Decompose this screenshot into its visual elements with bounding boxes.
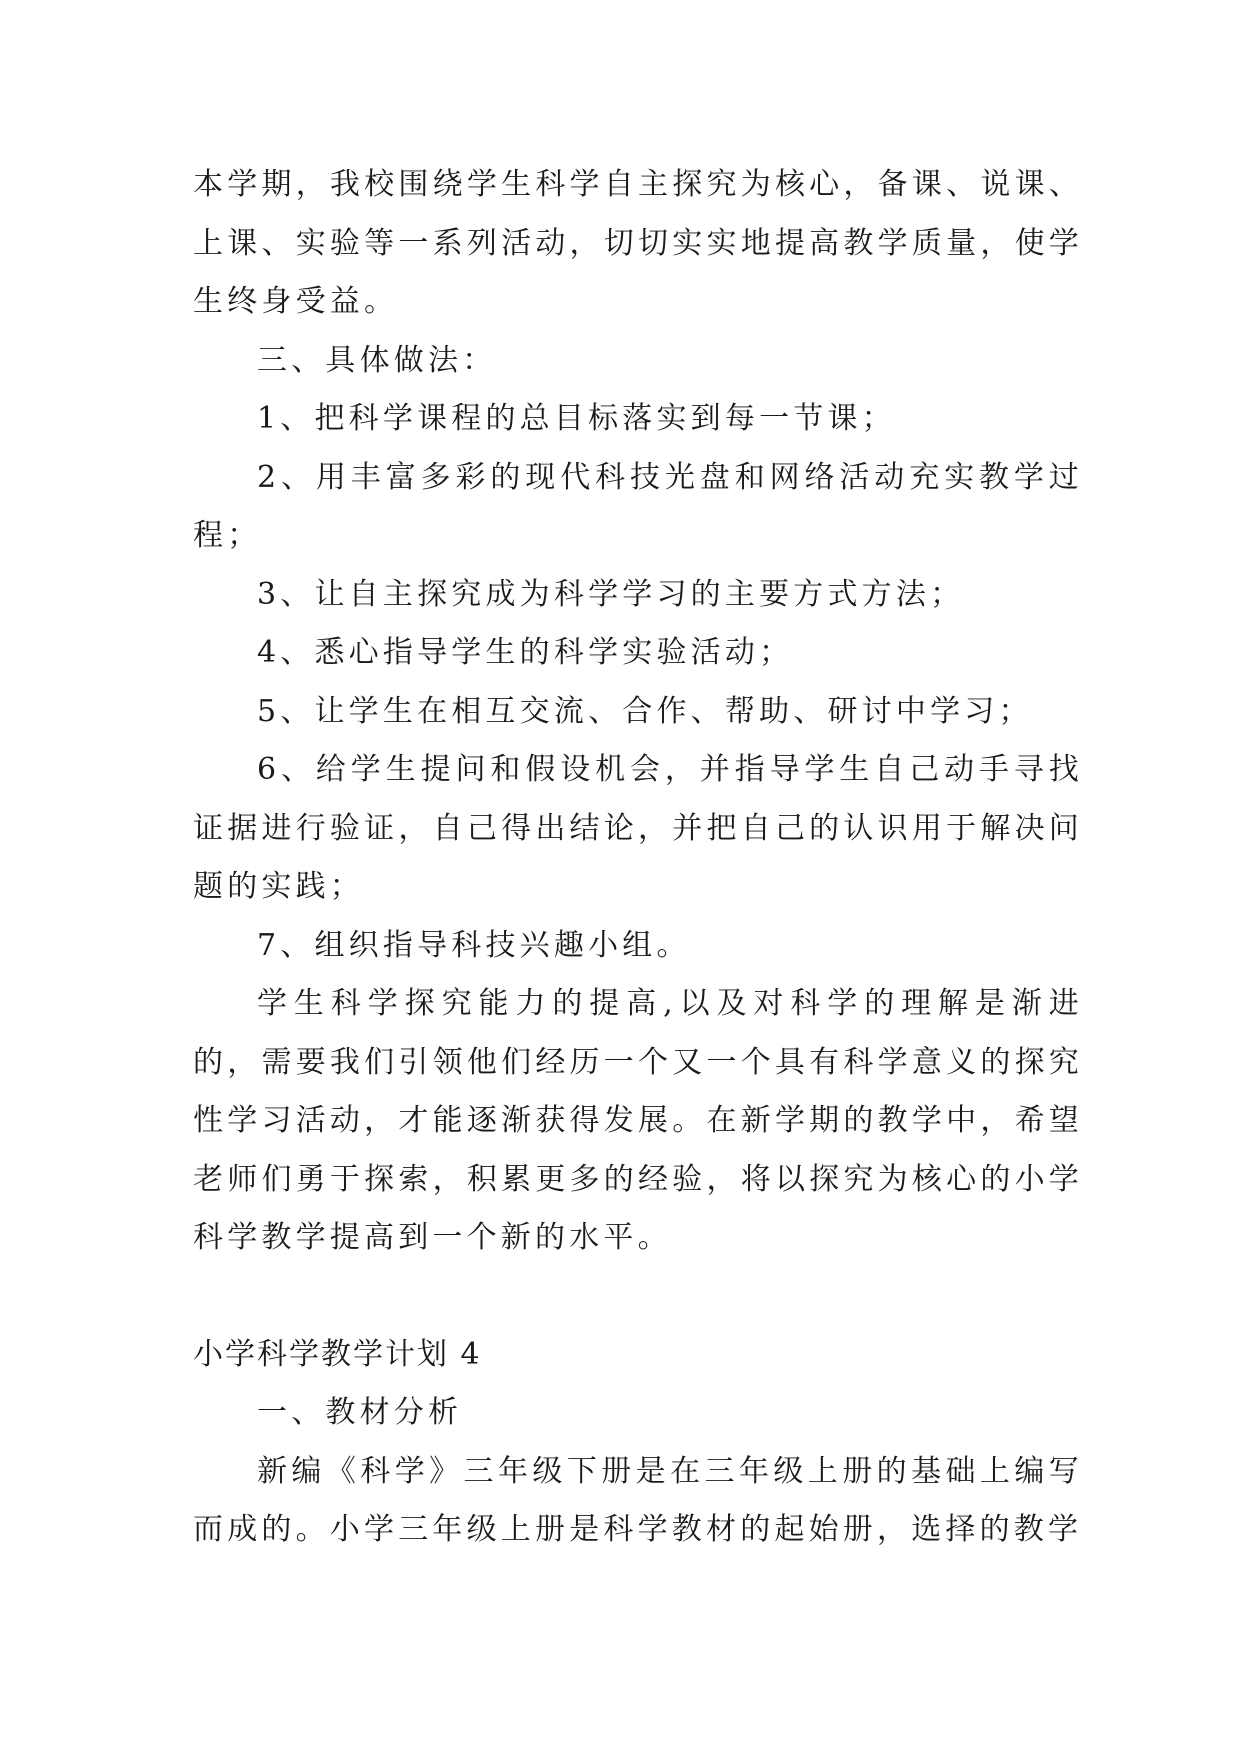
paragraph-conclusion: 学生科学探究能力的提高,以及对科学的理解是渐进的，需要我们引领他们经历一个又一个具有科学意义的探究性学习活动，才能逐渐获得发展。在新学期的教学中，希望老师们勇于探索，积累更多的经验，将以探究为核心的小学科学教学提高到一个新的水平。: [193, 986, 1083, 1255]
list-item: 7、组织指导科技兴趣小组。: [257, 927, 691, 963]
list-item: 5、让学生在相互交流、合作、帮助、研讨中学习；: [257, 693, 1033, 729]
section-title: 小学科学教学计划 4: [193, 1336, 482, 1372]
list-item: 6、给学生提问和假设机会，并指导学生自己动手寻找证据进行验证，自己得出结论，并把自己的认识用于解决问题的实践；: [193, 752, 1083, 904]
document-page: [193, 156, 1083, 1560]
paragraph-intro: 本学期，我校围绕学生科学自主探究为核心，备课、说课、上课、实验等一系列活动，切切实实地提高教学质量，使学生终身受益。: [193, 167, 1083, 319]
list-item: 1、把科学课程的总目标落实到每一节课；: [257, 401, 896, 436]
sub-heading: 一、教材分析: [257, 1395, 463, 1430]
heading-methods: 三、具体做法：: [257, 342, 497, 378]
list-item: 3、让自主探究成为科学学习的主要方式方法；: [257, 576, 965, 612]
list-item: 4、悉心指导学生的科学实验活动；: [257, 635, 794, 670]
list-item: 2、用丰富多彩的现代科技光盘和网络活动充实教学过程；: [193, 459, 1083, 553]
paragraph-textbook-analysis: 新编《科学》三年级下册是在三年级上册的基础上编写而成的。小学三年级上册是科学教材的起始册，选择的教学: [193, 1453, 1083, 1547]
